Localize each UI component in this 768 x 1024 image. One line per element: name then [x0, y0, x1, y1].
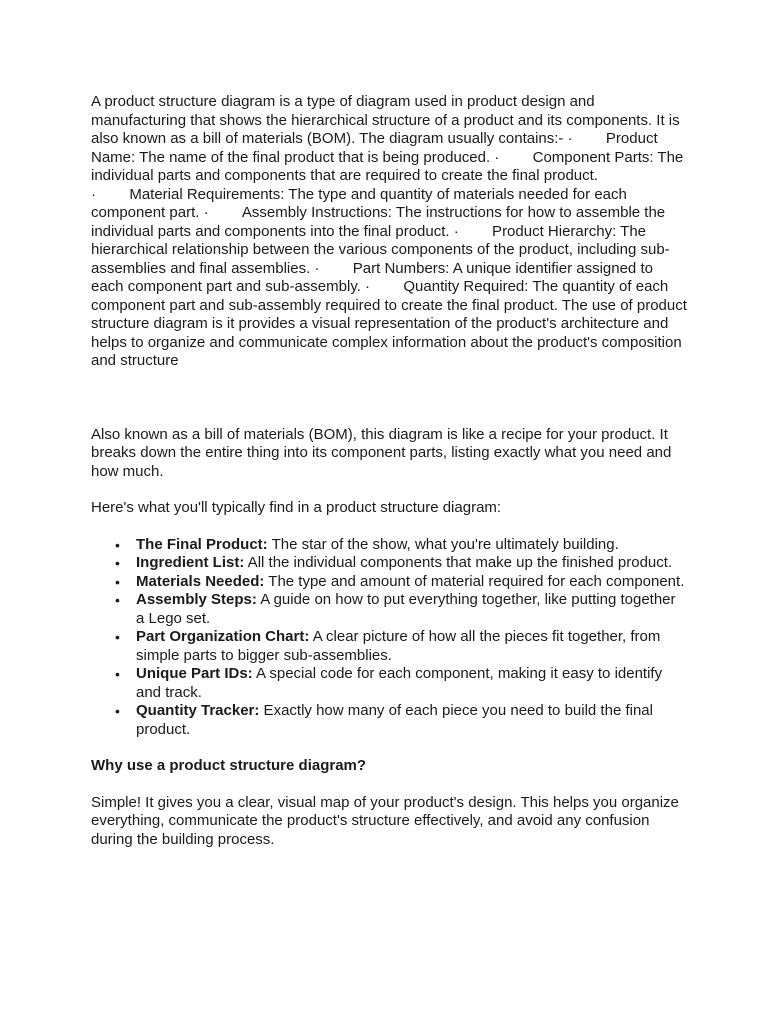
list-item-desc: Exactly how many of each piece you need to build the final product.: [136, 702, 653, 738]
list-item: [91, 554, 687, 573]
list-item-term: The Final Product:: [136, 535, 268, 553]
bullet-icon: •: [115, 629, 120, 645]
list-item-desc: The star of the show, what you're ultimately building.: [267, 535, 619, 553]
list-item: [91, 591, 687, 628]
bullet-icon: •: [115, 536, 120, 553]
list-item: [91, 628, 687, 665]
bullet-icon: •: [115, 592, 120, 608]
list-item-term: Materials Needed:: [136, 572, 265, 590]
summary-paragraph: Also known as a bill of materials (BOM), this diagram is like a recipe for your product. It breaks down the entire thing into its component parts, listing exactly what you need and how much.: [91, 425, 676, 480]
list-item-term: Quantity Tracker:: [136, 702, 260, 719]
conclusion-paragraph: Simple! It gives you a clear, visual map of your product's design. This helps you organize everything, communicate the product's structure effectively, and avoid any confusion during the building process.: [91, 793, 684, 848]
list-item: [91, 702, 687, 739]
list-item-desc: The type and amount of material required for each component.: [264, 572, 685, 590]
list-item-desc: A clear picture of how all the pieces fit together, from simple parts to bigger sub-assemblies.: [136, 628, 661, 664]
bullet-icon: •: [115, 573, 120, 590]
list-item: [91, 536, 687, 555]
section-heading: Why use a product structure diagram?: [91, 757, 367, 774]
component-list: [91, 536, 687, 740]
list-item-desc: A special code for each component, making it easy to identify and track.: [136, 665, 663, 701]
list-item-desc: All the individual components that make up the finished product.: [244, 554, 673, 571]
list-item: [91, 573, 687, 592]
list-item-term: Assembly Steps:: [136, 591, 257, 608]
bullet-icon: •: [115, 703, 120, 719]
bullet-icon: •: [115, 555, 120, 571]
paragraph-gap: [91, 371, 687, 426]
list-item-desc: A guide on how to put everything together, like putting together a Lego set.: [136, 591, 676, 627]
list-item-term: Part Organization Chart:: [136, 628, 310, 645]
list-item: [91, 665, 687, 702]
list-item-term: Unique Part IDs:: [136, 665, 253, 682]
list-intro-paragraph: Here's what you'll typically find in a product structure diagram:: [91, 499, 502, 516]
list-item-term: Ingredient List:: [136, 554, 245, 571]
document-page: [91, 93, 692, 849]
intro-paragraph: A product structure diagram is a type of diagram used in product design and manufacturing that shows the hierarchical structure of a product and its components. It is also known as a bill of materials (BOM). The diagram usually contains:- · Product Name: The name of the final product that is being produced. · Component Parts: The individual parts and components that are required to create the final product. · Material Requirements: The type and quantity of materials needed for each component part. · Assembly Instructions: The instructions for how to assemble the individual parts and components into the final product. · Product Hierarchy: The hierarchical relationship between the various components of the product, including sub-assemblies and final assemblies. · Part Numbers: A unique identifier assigned to each component part and sub-assembly. · Quantity Required: The quantity of each component part and sub-assembly required to create the final product. The use of product structure diagram is it provides a visual representation of the product's architecture and helps to organize and communicate complex information about the product's composition and structure: [91, 93, 692, 369]
bullet-icon: •: [115, 666, 120, 682]
